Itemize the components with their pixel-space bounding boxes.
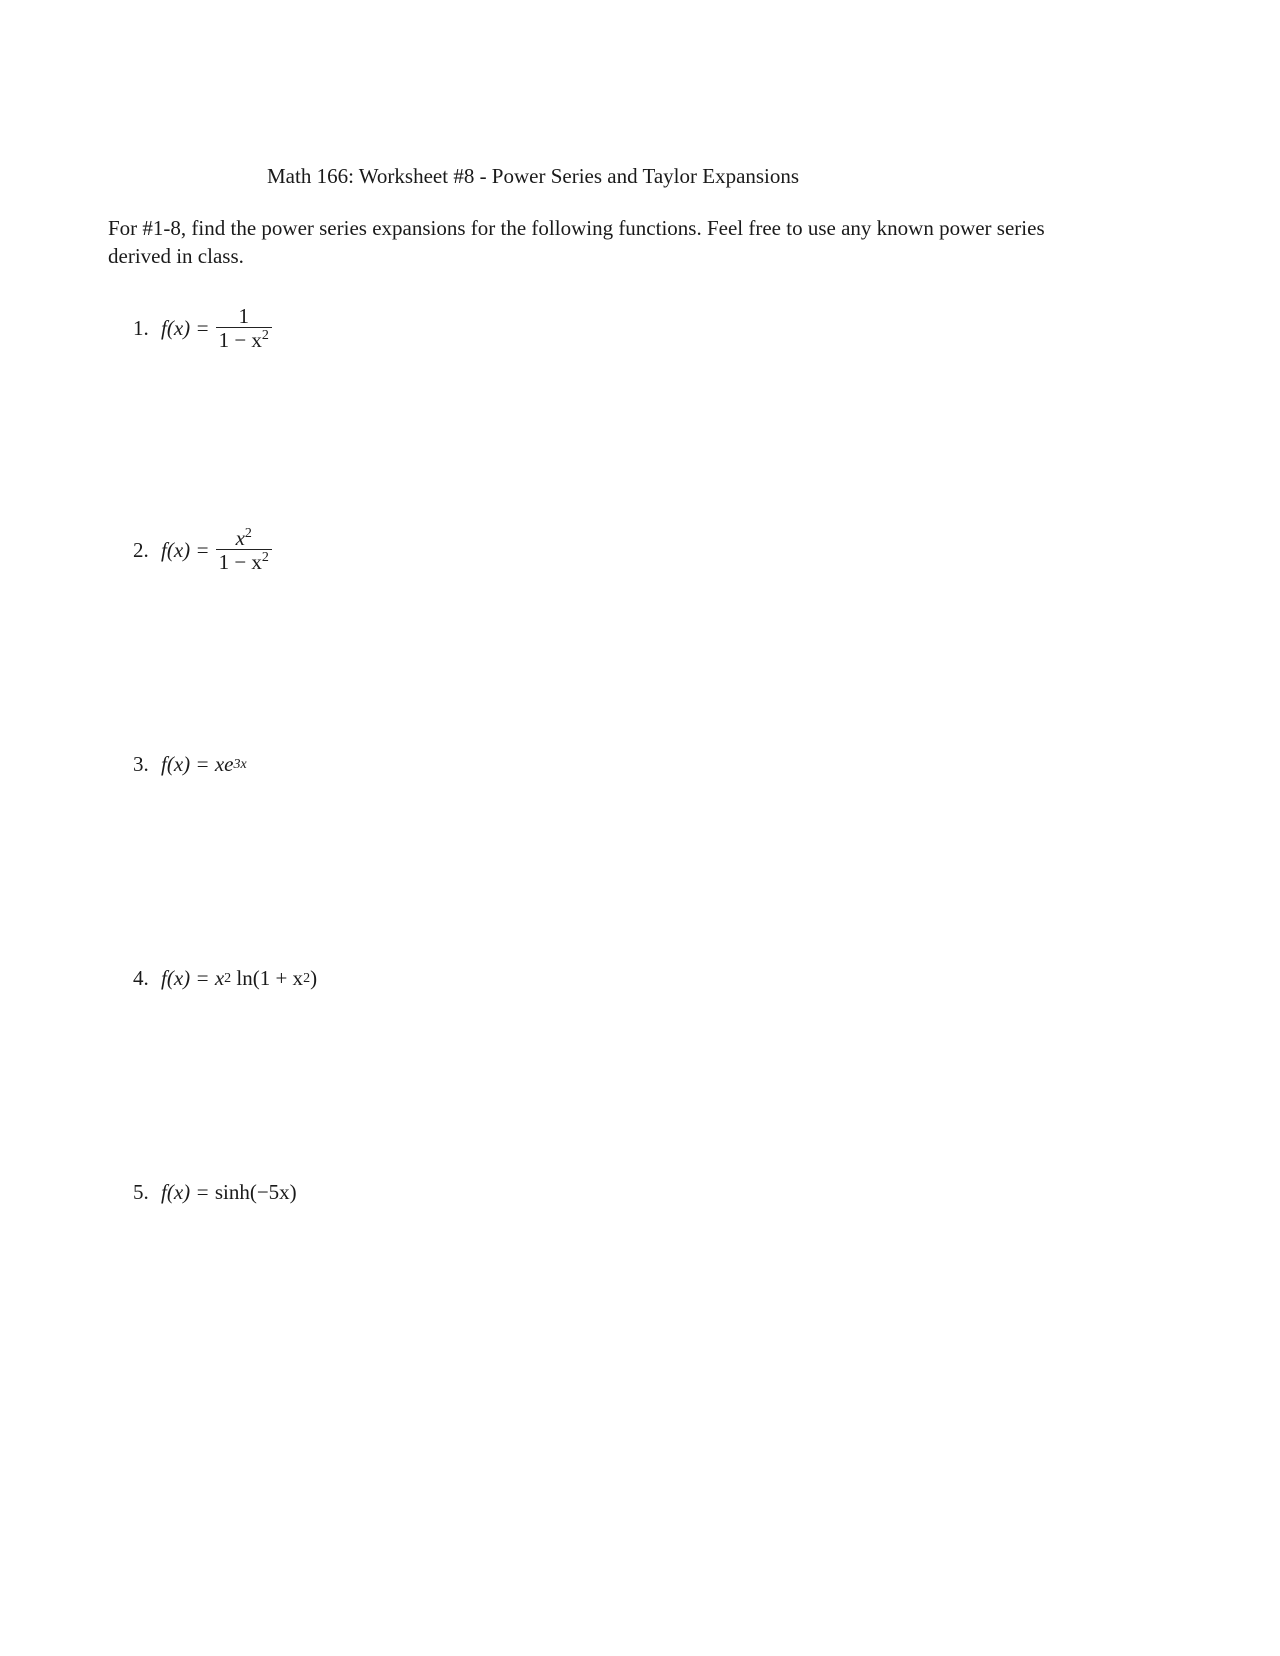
- fraction: [216, 305, 272, 352]
- denominator-base: 1 − x: [218, 328, 262, 352]
- exponent: 2: [244, 526, 252, 541]
- exponent: 2: [261, 550, 269, 565]
- problem-number: 2.: [133, 538, 149, 562]
- problem-5: [133, 1180, 297, 1205]
- numerator: [233, 527, 255, 549]
- exponent: 2: [261, 328, 269, 343]
- function-lhs: f(x) =: [161, 966, 210, 990]
- fraction: [216, 527, 272, 574]
- expression: sinh(−5x): [214, 1180, 297, 1204]
- problem-4: 4. f(x) = x 2 ln(1 + x 2 ): [133, 966, 318, 990]
- problem-number: 5.: [133, 1180, 149, 1204]
- problem-1: [133, 305, 272, 352]
- expression-log: ln(1 + x: [236, 966, 304, 990]
- problem-number: 3.: [133, 752, 149, 776]
- problem-number: 4.: [133, 966, 149, 990]
- denominator: [216, 327, 272, 352]
- function-lhs: f(x) =: [161, 1180, 210, 1204]
- denominator-base: 1 − x: [218, 550, 262, 574]
- problem-3: [133, 752, 247, 777]
- numerator: 1: [238, 304, 249, 328]
- function-lhs: f(x) =: [161, 752, 210, 776]
- problem-number: 1.: [133, 316, 149, 340]
- function-lhs: f(x) =: [161, 538, 210, 562]
- problem-2: [133, 527, 272, 574]
- numerator-base: x: [235, 526, 245, 550]
- close-paren: ): [310, 966, 318, 990]
- denominator: [216, 549, 272, 574]
- expression: xe: [214, 752, 234, 776]
- exponent: 3x: [233, 756, 247, 772]
- expression-base: x: [214, 966, 225, 990]
- page-title: Math 166: Worksheet #8 - Power Series and Taylor Expansions: [267, 164, 800, 188]
- instructions: For #1-8, find the power series expansions for the following functions. Feel free to use any known power series derived in class.: [108, 216, 1045, 268]
- function-lhs: f(x) =: [161, 316, 210, 340]
